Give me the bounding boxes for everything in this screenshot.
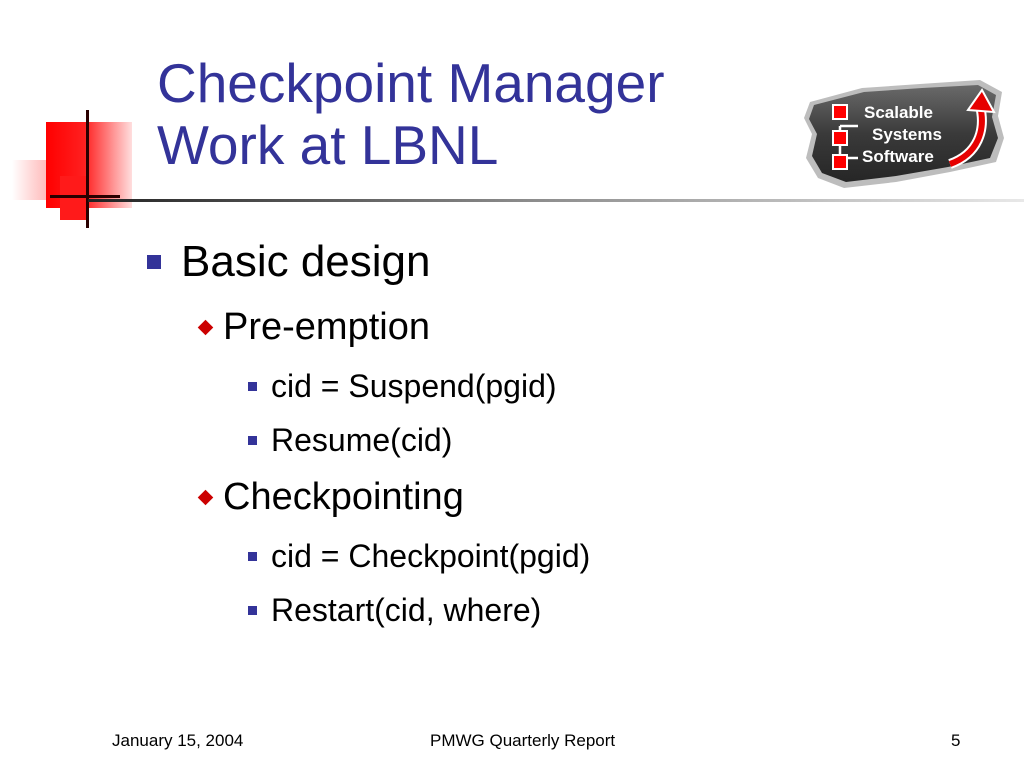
bullet-text: cid = Checkpoint(pgid)	[271, 537, 591, 574]
bullet-item	[147, 236, 430, 288]
bullet-text: Basic design	[181, 237, 431, 286]
diamond-bullet-icon	[198, 489, 214, 505]
square-bullet-icon	[248, 552, 257, 561]
square-bullet-icon	[248, 382, 257, 391]
footer-page-number: 5	[951, 731, 961, 750]
diamond-bullet-icon	[198, 319, 214, 335]
bullet-text: Resume(cid)	[271, 421, 453, 458]
square-bullet-icon	[147, 255, 161, 269]
logo-text-line-3: Software	[862, 147, 934, 166]
bullet-text: Restart(cid, where)	[271, 591, 542, 628]
square-bullet-icon	[248, 606, 257, 615]
bullet-text: Checkpointing	[223, 475, 464, 518]
bullet-item	[248, 590, 541, 630]
title-line-1: Checkpoint Manager	[157, 52, 665, 114]
bullet-text: cid = Suspend(pgid)	[271, 367, 557, 404]
footer-title: PMWG Quarterly Report	[430, 731, 616, 750]
bullet-text: Pre-emption	[223, 305, 430, 348]
bullet-item	[200, 304, 430, 350]
bullet-item	[200, 474, 464, 520]
logo-text-line-2: Systems	[872, 125, 942, 144]
bullet-item	[248, 536, 590, 576]
logo-text-line-1: Scalable	[864, 103, 933, 122]
bullet-item	[248, 420, 452, 460]
title-line-2: Work at LBNL	[157, 114, 499, 176]
square-bullet-icon	[248, 436, 257, 445]
footer-date: January 15, 2004	[112, 731, 244, 750]
bullet-item	[248, 366, 557, 406]
